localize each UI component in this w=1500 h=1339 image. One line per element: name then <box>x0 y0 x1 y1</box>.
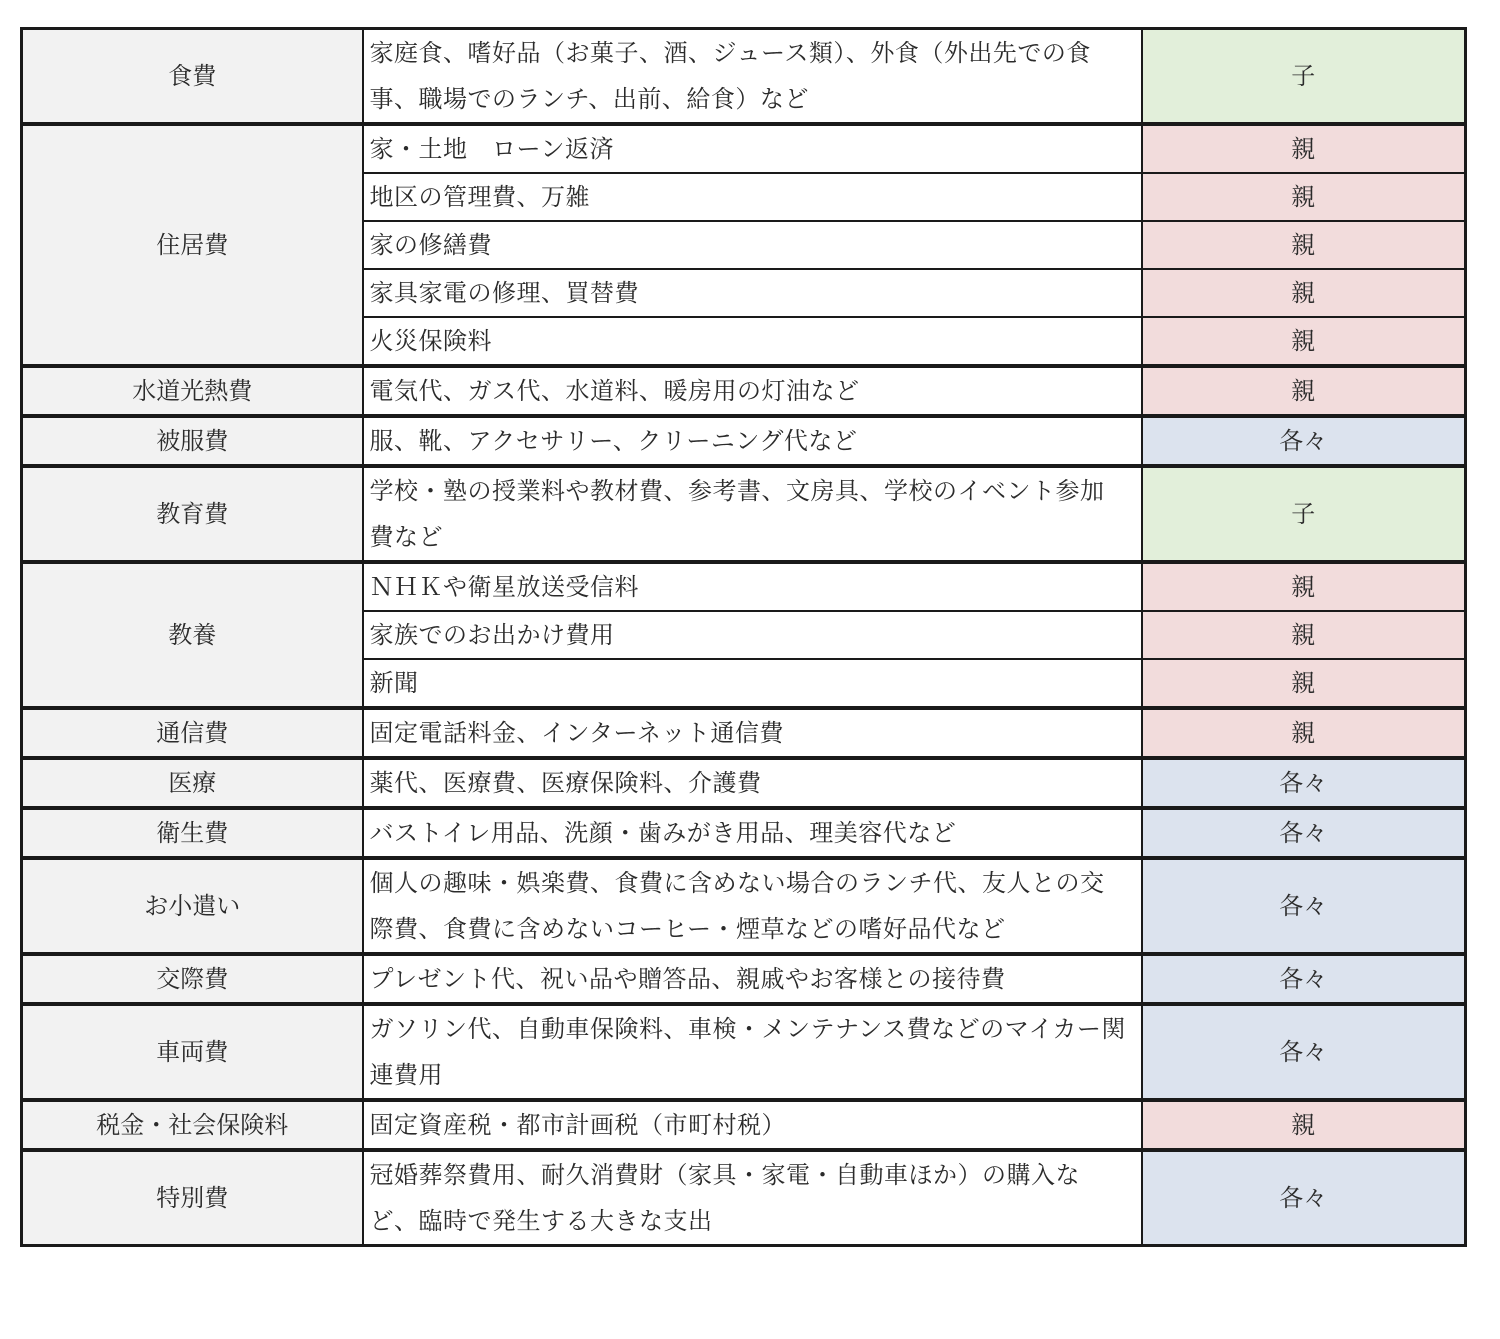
table-row <box>22 29 1466 125</box>
payer-cell: 親 <box>1142 317 1466 366</box>
description-cell: 電気代、ガス代、水道料、暖房用の灯油など <box>363 366 1142 416</box>
description-cell: 地区の管理費、万雑 <box>363 173 1142 221</box>
table-row <box>22 1150 1466 1246</box>
expense-table-body <box>22 29 1466 1246</box>
description-cell: 火災保険料 <box>363 317 1142 366</box>
category-cell: 通信費 <box>22 708 363 758</box>
payer-cell: 各々 <box>1142 1150 1466 1246</box>
description-cell: 個人の趣味・娯楽費、食費に含めない場合のランチ代、友人との交際費、食費に含めないコーヒー・煙草などの嗜好品代など <box>363 858 1142 954</box>
category-cell: 被服費 <box>22 416 363 466</box>
table-row <box>22 708 1466 758</box>
description-cell: 服、靴、アクセサリー、クリーニング代など <box>363 416 1142 466</box>
category-cell: 特別費 <box>22 1150 363 1246</box>
table-row <box>22 416 1466 466</box>
description-cell: 家・土地 ローン返済 <box>363 124 1142 173</box>
description-cell: バストイレ用品、洗顔・歯みがき用品、理美容代など <box>363 808 1142 858</box>
payer-cell: 各々 <box>1142 1004 1466 1100</box>
payer-cell: 子 <box>1142 29 1466 125</box>
description-cell: ガソリン代、自動車保険料、車検・メンテナンス費などのマイカー関連費用 <box>363 1004 1142 1100</box>
table-row <box>22 466 1466 562</box>
table-row <box>22 1100 1466 1150</box>
category-cell: 食費 <box>22 29 363 125</box>
description-cell: 家具家電の修理、買替費 <box>363 269 1142 317</box>
table-row <box>22 808 1466 858</box>
description-cell: 冠婚葬祭費用、耐久消費財（家具・家電・自動車ほか）の購入など、臨時で発生する大きな支出 <box>363 1150 1142 1246</box>
category-cell: 水道光熱費 <box>22 366 363 416</box>
table-row <box>22 562 1466 611</box>
category-cell: 教育費 <box>22 466 363 562</box>
description-cell: 家族でのお出かけ費用 <box>363 611 1142 659</box>
category-cell: 税金・社会保険料 <box>22 1100 363 1150</box>
category-cell: 車両費 <box>22 1004 363 1100</box>
category-cell: 医療 <box>22 758 363 808</box>
payer-cell: 親 <box>1142 221 1466 269</box>
description-cell: 家庭食、嗜好品（お菓子、酒、ジュース類）、外食（外出先での食事、職場でのランチ、出前、給食）など <box>363 29 1142 125</box>
payer-cell: 親 <box>1142 562 1466 611</box>
description-cell: 固定資産税・都市計画税（市町村税） <box>363 1100 1142 1150</box>
payer-cell: 親 <box>1142 173 1466 221</box>
table-row <box>22 366 1466 416</box>
description-cell: 新聞 <box>363 659 1142 708</box>
payer-cell: 各々 <box>1142 858 1466 954</box>
payer-cell: 子 <box>1142 466 1466 562</box>
expense-table <box>20 27 1467 1247</box>
table-row <box>22 954 1466 1004</box>
payer-cell: 親 <box>1142 366 1466 416</box>
payer-cell: 親 <box>1142 269 1466 317</box>
category-cell: 交際費 <box>22 954 363 1004</box>
description-cell: ＮＨＫや衛星放送受信料 <box>363 562 1142 611</box>
category-cell: 衛生費 <box>22 808 363 858</box>
table-row <box>22 858 1466 954</box>
category-cell: 住居費 <box>22 124 363 366</box>
category-cell: 教養 <box>22 562 363 708</box>
description-cell: プレゼント代、祝い品や贈答品、親戚やお客様との接待費 <box>363 954 1142 1004</box>
description-cell: 固定電話料金、インターネット通信費 <box>363 708 1142 758</box>
payer-cell: 親 <box>1142 708 1466 758</box>
payer-cell: 親 <box>1142 1100 1466 1150</box>
payer-cell: 各々 <box>1142 808 1466 858</box>
description-cell: 家の修繕費 <box>363 221 1142 269</box>
payer-cell: 親 <box>1142 659 1466 708</box>
payer-cell: 各々 <box>1142 758 1466 808</box>
payer-cell: 親 <box>1142 611 1466 659</box>
payer-cell: 各々 <box>1142 954 1466 1004</box>
description-cell: 薬代、医療費、医療保険料、介護費 <box>363 758 1142 808</box>
table-row <box>22 1004 1466 1100</box>
table-row <box>22 758 1466 808</box>
payer-cell: 親 <box>1142 124 1466 173</box>
category-cell: お小遣い <box>22 858 363 954</box>
payer-cell: 各々 <box>1142 416 1466 466</box>
description-cell: 学校・塾の授業料や教材費、参考書、文房具、学校のイベント参加費など <box>363 466 1142 562</box>
table-row <box>22 124 1466 173</box>
